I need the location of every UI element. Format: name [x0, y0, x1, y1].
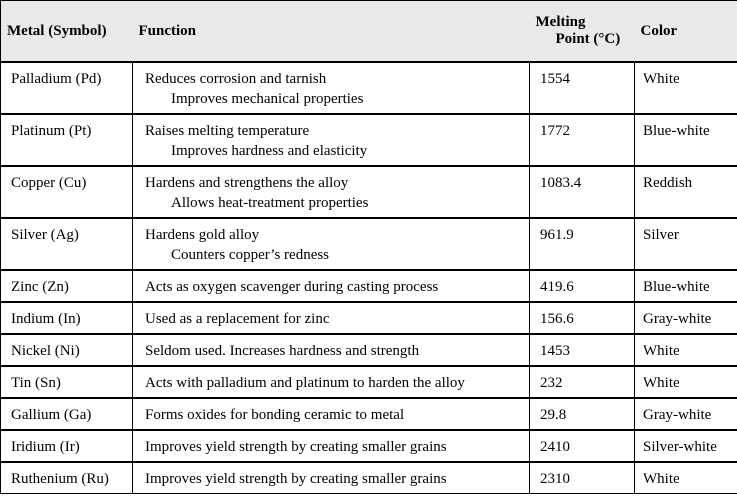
- cell-melting-point: 232: [530, 366, 635, 398]
- function-line: Reduces corrosion and tarnish: [145, 71, 327, 87]
- function-line: Hardens and strengthens the alloy: [145, 175, 349, 191]
- cell-color: White: [635, 62, 737, 114]
- table-row: [1, 218, 737, 270]
- cell-function: [133, 398, 530, 430]
- cell-melting-point: 156.6: [530, 302, 635, 334]
- function-line: Acts with palladium and platinum to harden the alloy: [145, 375, 465, 391]
- function-line: Forms oxides for bonding ceramic to metal: [145, 407, 405, 423]
- cell-function: [133, 462, 530, 494]
- header-metal: Metal (Symbol): [1, 1, 133, 63]
- cell-function: [133, 270, 530, 302]
- cell-metal: Nickel (Ni): [1, 334, 133, 366]
- header-melting-line1: Melting: [535, 14, 586, 30]
- cell-melting-point: 1772: [530, 114, 635, 166]
- cell-metal: Platinum (Pt): [1, 114, 133, 166]
- cell-melting-point: 1453: [530, 334, 635, 366]
- table-row: [1, 302, 737, 334]
- cell-melting-point: 2410: [530, 430, 635, 462]
- cell-melting-point: 1554: [530, 62, 635, 114]
- cell-melting-point: 419.6: [530, 270, 635, 302]
- function-line: Allows heat-treatment properties: [171, 195, 369, 211]
- cell-color: Silver-white: [635, 430, 737, 462]
- cell-metal: Gallium (Ga): [1, 398, 133, 430]
- cell-color: Gray-white: [635, 302, 737, 334]
- cell-melting-point: 29.8: [530, 398, 635, 430]
- table-row: [1, 114, 737, 166]
- cell-melting-point: 1083.4: [530, 166, 635, 218]
- cell-function: [133, 114, 530, 166]
- header-color: Color: [635, 1, 737, 63]
- cell-color: Gray-white: [635, 398, 737, 430]
- function-line: Used as a replacement for zinc: [145, 311, 330, 327]
- cell-metal: Palladium (Pd): [1, 62, 133, 114]
- function-line: Improves yield strength by creating smaller grains: [145, 439, 447, 455]
- cell-function: [133, 430, 530, 462]
- cell-function: [133, 62, 530, 114]
- function-line: Acts as oxygen scavenger during casting process: [145, 279, 439, 295]
- cell-metal: Zinc (Zn): [1, 270, 133, 302]
- cell-metal: Silver (Ag): [1, 218, 133, 270]
- cell-color: Reddish: [635, 166, 737, 218]
- header-melting-point: [530, 1, 635, 63]
- cell-metal: Ruthenium (Ru): [1, 462, 133, 494]
- cell-function: [133, 366, 530, 398]
- cell-function: [133, 302, 530, 334]
- header-melting-line2: Point (°C): [555, 31, 621, 47]
- table-row: [1, 62, 737, 114]
- table-row: [1, 462, 737, 494]
- cell-function: [133, 218, 530, 270]
- cell-color: Blue-white: [635, 270, 737, 302]
- cell-color: White: [635, 334, 737, 366]
- cell-function: [133, 334, 530, 366]
- function-line: Counters copper’s redness: [171, 247, 330, 263]
- function-line: Seldom used. Increases hardness and strength: [145, 343, 420, 359]
- cell-melting-point: 2310: [530, 462, 635, 494]
- function-line: Hardens gold alloy: [145, 227, 260, 243]
- cell-melting-point: 961.9: [530, 218, 635, 270]
- cell-metal: Iridium (Ir): [1, 430, 133, 462]
- function-line: Improves yield strength by creating smaller grains: [145, 471, 447, 487]
- cell-metal: Tin (Sn): [1, 366, 133, 398]
- table-row: [1, 366, 737, 398]
- header-function: Function: [133, 1, 530, 63]
- table-row: [1, 430, 737, 462]
- cell-color: Blue-white: [635, 114, 737, 166]
- function-line: Improves hardness and elasticity: [171, 143, 368, 159]
- header-row: [1, 1, 737, 63]
- cell-color: White: [635, 462, 737, 494]
- table-row: [1, 270, 737, 302]
- table-body: [1, 62, 737, 494]
- cell-function: [133, 166, 530, 218]
- table-row: [1, 166, 737, 218]
- cell-color: Silver: [635, 218, 737, 270]
- function-line: Improves mechanical properties: [171, 91, 364, 107]
- function-line: Raises melting temperature: [145, 123, 310, 139]
- table-row: [1, 398, 737, 430]
- cell-color: White: [635, 366, 737, 398]
- cell-metal: Indium (In): [1, 302, 133, 334]
- table-header: [1, 1, 737, 63]
- cell-metal: Copper (Cu): [1, 166, 133, 218]
- table-row: [1, 334, 737, 366]
